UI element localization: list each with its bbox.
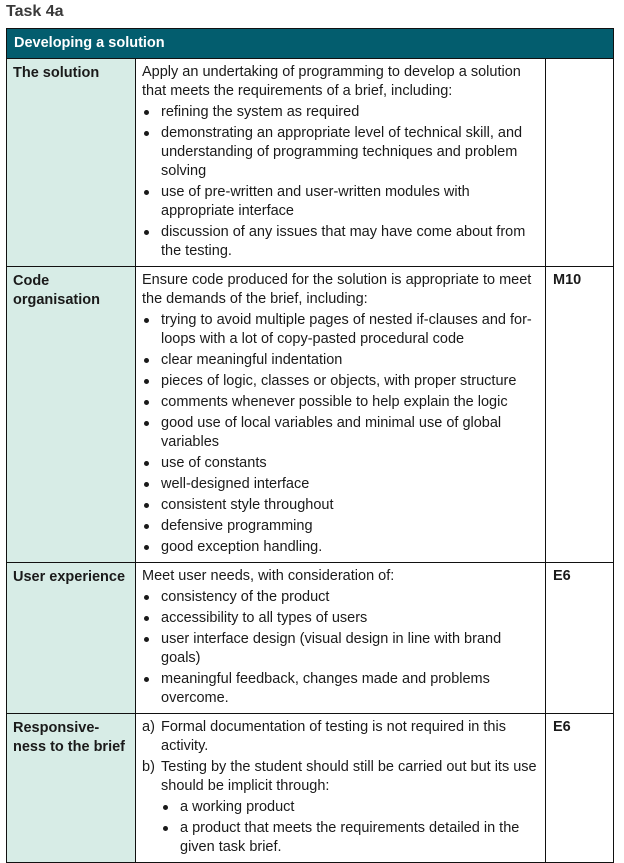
list-item bbox=[142, 372, 539, 391]
list-item-text: good exception handling. bbox=[161, 539, 323, 555]
list-item-text: use of constants bbox=[161, 455, 267, 471]
list-item bbox=[142, 630, 539, 668]
letter-marker: a) bbox=[142, 719, 155, 735]
bullet-icon bbox=[144, 616, 149, 621]
mark-cell: E6 bbox=[546, 563, 614, 714]
list-item-text: defensive programming bbox=[161, 518, 313, 534]
list-item-text: pieces of logic, classes or objects, with proper structure bbox=[161, 373, 517, 389]
list-item-text: a product that meets the requirements detailed in the given task brief. bbox=[180, 820, 520, 855]
criterion-label: Responsive-ness to the brief bbox=[7, 714, 136, 863]
table-row bbox=[7, 563, 614, 714]
table-row bbox=[7, 267, 614, 563]
mark-cell: E6 bbox=[546, 714, 614, 863]
list-item-text: discussion of any issues that may have come about from the testing. bbox=[161, 224, 526, 259]
bullet-list bbox=[142, 103, 539, 261]
bullet-icon bbox=[163, 805, 168, 810]
list-item-text: consistent style throughout bbox=[161, 497, 334, 513]
list-item bbox=[142, 351, 539, 370]
list-item-text: clear meaningful indentation bbox=[161, 352, 343, 368]
list-item-text: refining the system as required bbox=[161, 104, 360, 120]
lettered-item-text: Formal documentation of testing is not required in this activity. bbox=[161, 719, 506, 754]
bullet-icon bbox=[144, 637, 149, 642]
bullet-icon bbox=[144, 379, 149, 384]
list-item-text: consistency of the product bbox=[161, 589, 330, 605]
criterion-description bbox=[136, 714, 546, 863]
criterion-label: The solution bbox=[7, 59, 136, 267]
list-item-text: comments whenever possible to help explain the logic bbox=[161, 394, 508, 410]
bullet-list bbox=[142, 311, 539, 557]
list-item-text: good use of local variables and minimal use of global variables bbox=[161, 415, 502, 450]
lettered-item bbox=[142, 718, 539, 756]
list-item bbox=[142, 454, 539, 473]
bullet-icon bbox=[144, 230, 149, 235]
mark-cell: M10 bbox=[546, 267, 614, 563]
criteria-table bbox=[6, 28, 614, 863]
lettered-item-text: Testing by the student should still be carried out but its use should be implicit through: bbox=[161, 759, 537, 794]
list-item-text: accessibility to all types of users bbox=[161, 610, 368, 626]
list-item bbox=[142, 538, 539, 557]
bullet-icon bbox=[144, 358, 149, 363]
bullet-icon bbox=[144, 190, 149, 195]
bullet-icon bbox=[144, 524, 149, 529]
criterion-label: User experience bbox=[7, 563, 136, 714]
criterion-description bbox=[136, 563, 546, 714]
section-header-row bbox=[7, 29, 614, 59]
description-lead: Meet user needs, with consideration of: bbox=[142, 568, 395, 584]
criterion-description bbox=[136, 267, 546, 563]
bullet-icon bbox=[144, 677, 149, 682]
bullet-icon bbox=[144, 461, 149, 466]
list-item bbox=[142, 609, 539, 628]
list-item-text: well-designed interface bbox=[161, 476, 310, 492]
bullet-icon bbox=[144, 595, 149, 600]
bullet-icon bbox=[144, 503, 149, 508]
bullet-icon bbox=[144, 482, 149, 487]
list-item bbox=[142, 517, 539, 536]
list-item-text: trying to avoid multiple pages of nested if-clauses and for-loops with a lot of copy-pasted procedural code bbox=[161, 312, 532, 347]
bullet-icon bbox=[144, 400, 149, 405]
bullet-list bbox=[142, 588, 539, 708]
list-item bbox=[142, 670, 539, 708]
list-item bbox=[142, 223, 539, 261]
lettered-item bbox=[142, 758, 539, 857]
list-item-text: user interface design (visual design in line with brand goals) bbox=[161, 631, 502, 666]
bullet-icon bbox=[163, 826, 168, 831]
list-item bbox=[142, 124, 539, 181]
description-lead: Apply an undertaking of programming to develop a solution that meets the requirements of a brief, including: bbox=[142, 64, 521, 99]
criterion-description bbox=[136, 59, 546, 267]
list-item-text: meaningful feedback, changes made and problems overcome. bbox=[161, 671, 490, 706]
bullet-icon bbox=[144, 318, 149, 323]
bullet-icon bbox=[144, 131, 149, 136]
sub-bullet-list bbox=[161, 798, 539, 857]
list-item bbox=[142, 496, 539, 515]
list-item bbox=[142, 103, 539, 122]
description-lead: Ensure code produced for the solution is appropriate to meet the demands of the brief, including: bbox=[142, 272, 532, 307]
list-item-text: a working product bbox=[180, 799, 295, 815]
list-item-text: use of pre-written and user-written modules with appropriate interface bbox=[161, 184, 470, 219]
list-item bbox=[142, 311, 539, 349]
section-header: Developing a solution bbox=[7, 29, 614, 59]
list-item bbox=[161, 819, 539, 857]
bullet-icon bbox=[144, 110, 149, 115]
bullet-icon bbox=[144, 545, 149, 550]
mark-cell bbox=[546, 59, 614, 267]
list-item-text: demonstrating an appropriate level of technical skill, and understanding of programming techniques and problem solving bbox=[161, 125, 523, 179]
list-item bbox=[142, 414, 539, 452]
letter-marker: b) bbox=[142, 759, 155, 775]
list-item bbox=[142, 393, 539, 412]
criterion-label: Code organisation bbox=[7, 267, 136, 563]
task-title: Task 4a bbox=[6, 3, 64, 20]
list-item bbox=[142, 588, 539, 607]
list-item bbox=[142, 183, 539, 221]
table-row bbox=[7, 714, 614, 863]
lettered-list bbox=[142, 718, 539, 857]
list-item bbox=[161, 798, 539, 817]
list-item bbox=[142, 475, 539, 494]
bullet-icon bbox=[144, 421, 149, 426]
table-row bbox=[7, 59, 614, 267]
